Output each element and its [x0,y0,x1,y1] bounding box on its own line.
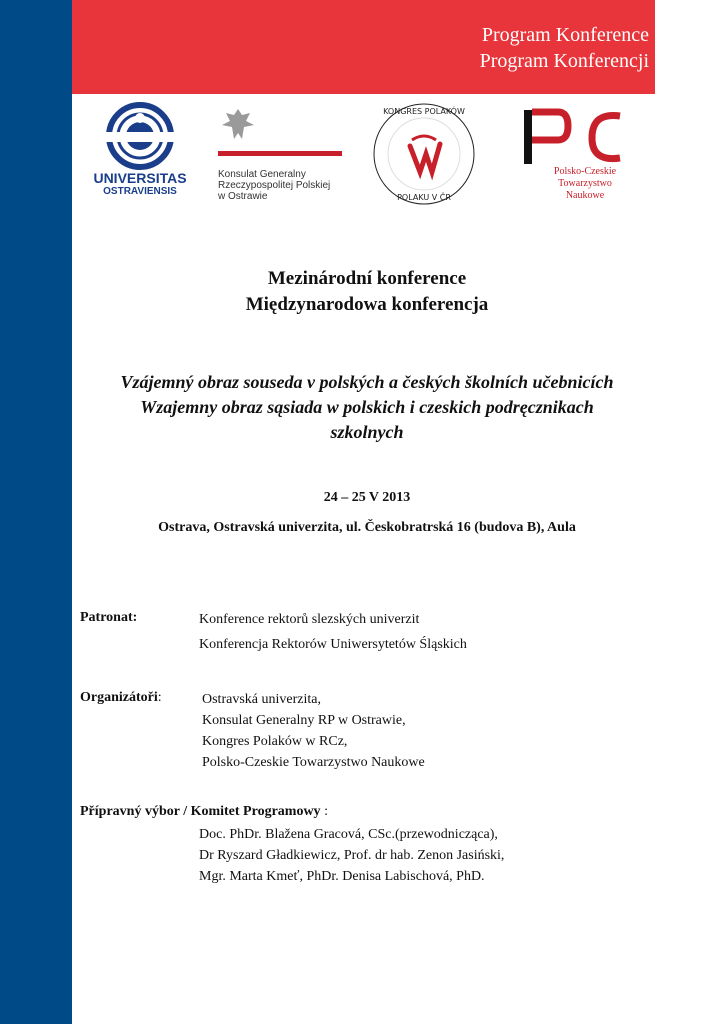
conference-place: Ostrava, Ostravská univerzita, ul. Českobratrská 16 (budova B), Aula [158,520,576,535]
vybor-line: Doc. PhDr. Blažena Gracová, CSc.(przewodnicząca), [199,827,498,842]
organizatori-line: Kongres Polaków w RCz, [202,734,348,749]
kongres-polakow-logo [370,100,478,208]
organizatori-label-row [80,690,162,706]
header-title-pl: Program Konferencji [479,50,649,72]
patronat-line: Konferencja Rektorów Uniwersytetów Śląskich [199,637,467,652]
organizatori-colon: : [157,690,162,705]
patronat-list [199,607,467,657]
vybor-line: Mgr. Marta Kmeť, PhDr. Denisa Labischová, PhD. [199,869,485,884]
vybor-label-row [80,804,328,820]
header-band [72,0,655,94]
conference-type-pl: Międzynarodowa konferencja [245,294,489,315]
patronat-label: Patronat: [80,610,138,625]
header-title [480,22,649,74]
organizatori-line: Polsko-Czeskie Towarzystwo Naukowe [202,755,425,770]
kongres-emblem-icon [370,100,478,208]
patronat-line: Konference rektorů slezských univerzit [199,612,420,627]
konsulat-text: Konsulat Generalny Rzeczypospolitej Polskiej w Ostrawie [218,169,331,202]
konsulat-red-stripe [218,151,342,156]
polish-eagle-icon [218,105,258,145]
pctn-text [540,166,630,202]
organizatori-line: Ostravská univerzita, [202,692,321,707]
conference-topic [72,370,662,445]
pctn-logo [522,108,632,201]
universitas-line2: OSTRAVIENSIS [103,186,177,197]
universitas-ostraviensis-logo [80,100,200,200]
left-blue-bar [0,0,72,1024]
universitas-line1: UNIVERSITAS [93,170,187,186]
svg-text:POLAKU V ČR: POLAKU V ČR [397,193,451,202]
topic-cz: Vzájemný obraz souseda v polských a českých školních učebnicích [120,372,614,392]
svg-text:KONGRES POLAKÓW: KONGRES POLAKÓW [383,107,465,116]
conference-type-cz: Mezinárodní konference [267,268,467,289]
conference-dates: 24 – 25 V 2013 [323,490,411,505]
topic-pl-1: Wzajemny obraz sąsiada w polskich i czeskich podręcznikach [140,397,594,417]
vybor-line: Dr Ryszard Gładkiewicz, Prof. dr hab. Zenon Jasiński, [199,848,505,863]
pctn-line2: Towarzystwo Naukowe [558,178,612,201]
organizatori-label: Organizátoři [80,690,158,705]
topic-pl-2: szkolnych [330,422,404,442]
vybor-list [199,824,504,887]
pc-mark-icon [522,108,632,166]
vybor-colon: : [320,804,328,819]
universitas-emblem-icon [80,100,200,170]
conference-type [72,266,662,318]
vybor-label: Přípravný výbor / Komitet Programowy [80,804,321,819]
konsulat-logo [218,105,348,205]
organizatori-list [202,689,425,773]
header-title-cz: Program Konference [481,24,649,46]
organizatori-line: Konsulat Generalny RP w Ostrawie, [202,713,406,728]
pctn-line1: Polsko-Czeskie [553,166,617,177]
